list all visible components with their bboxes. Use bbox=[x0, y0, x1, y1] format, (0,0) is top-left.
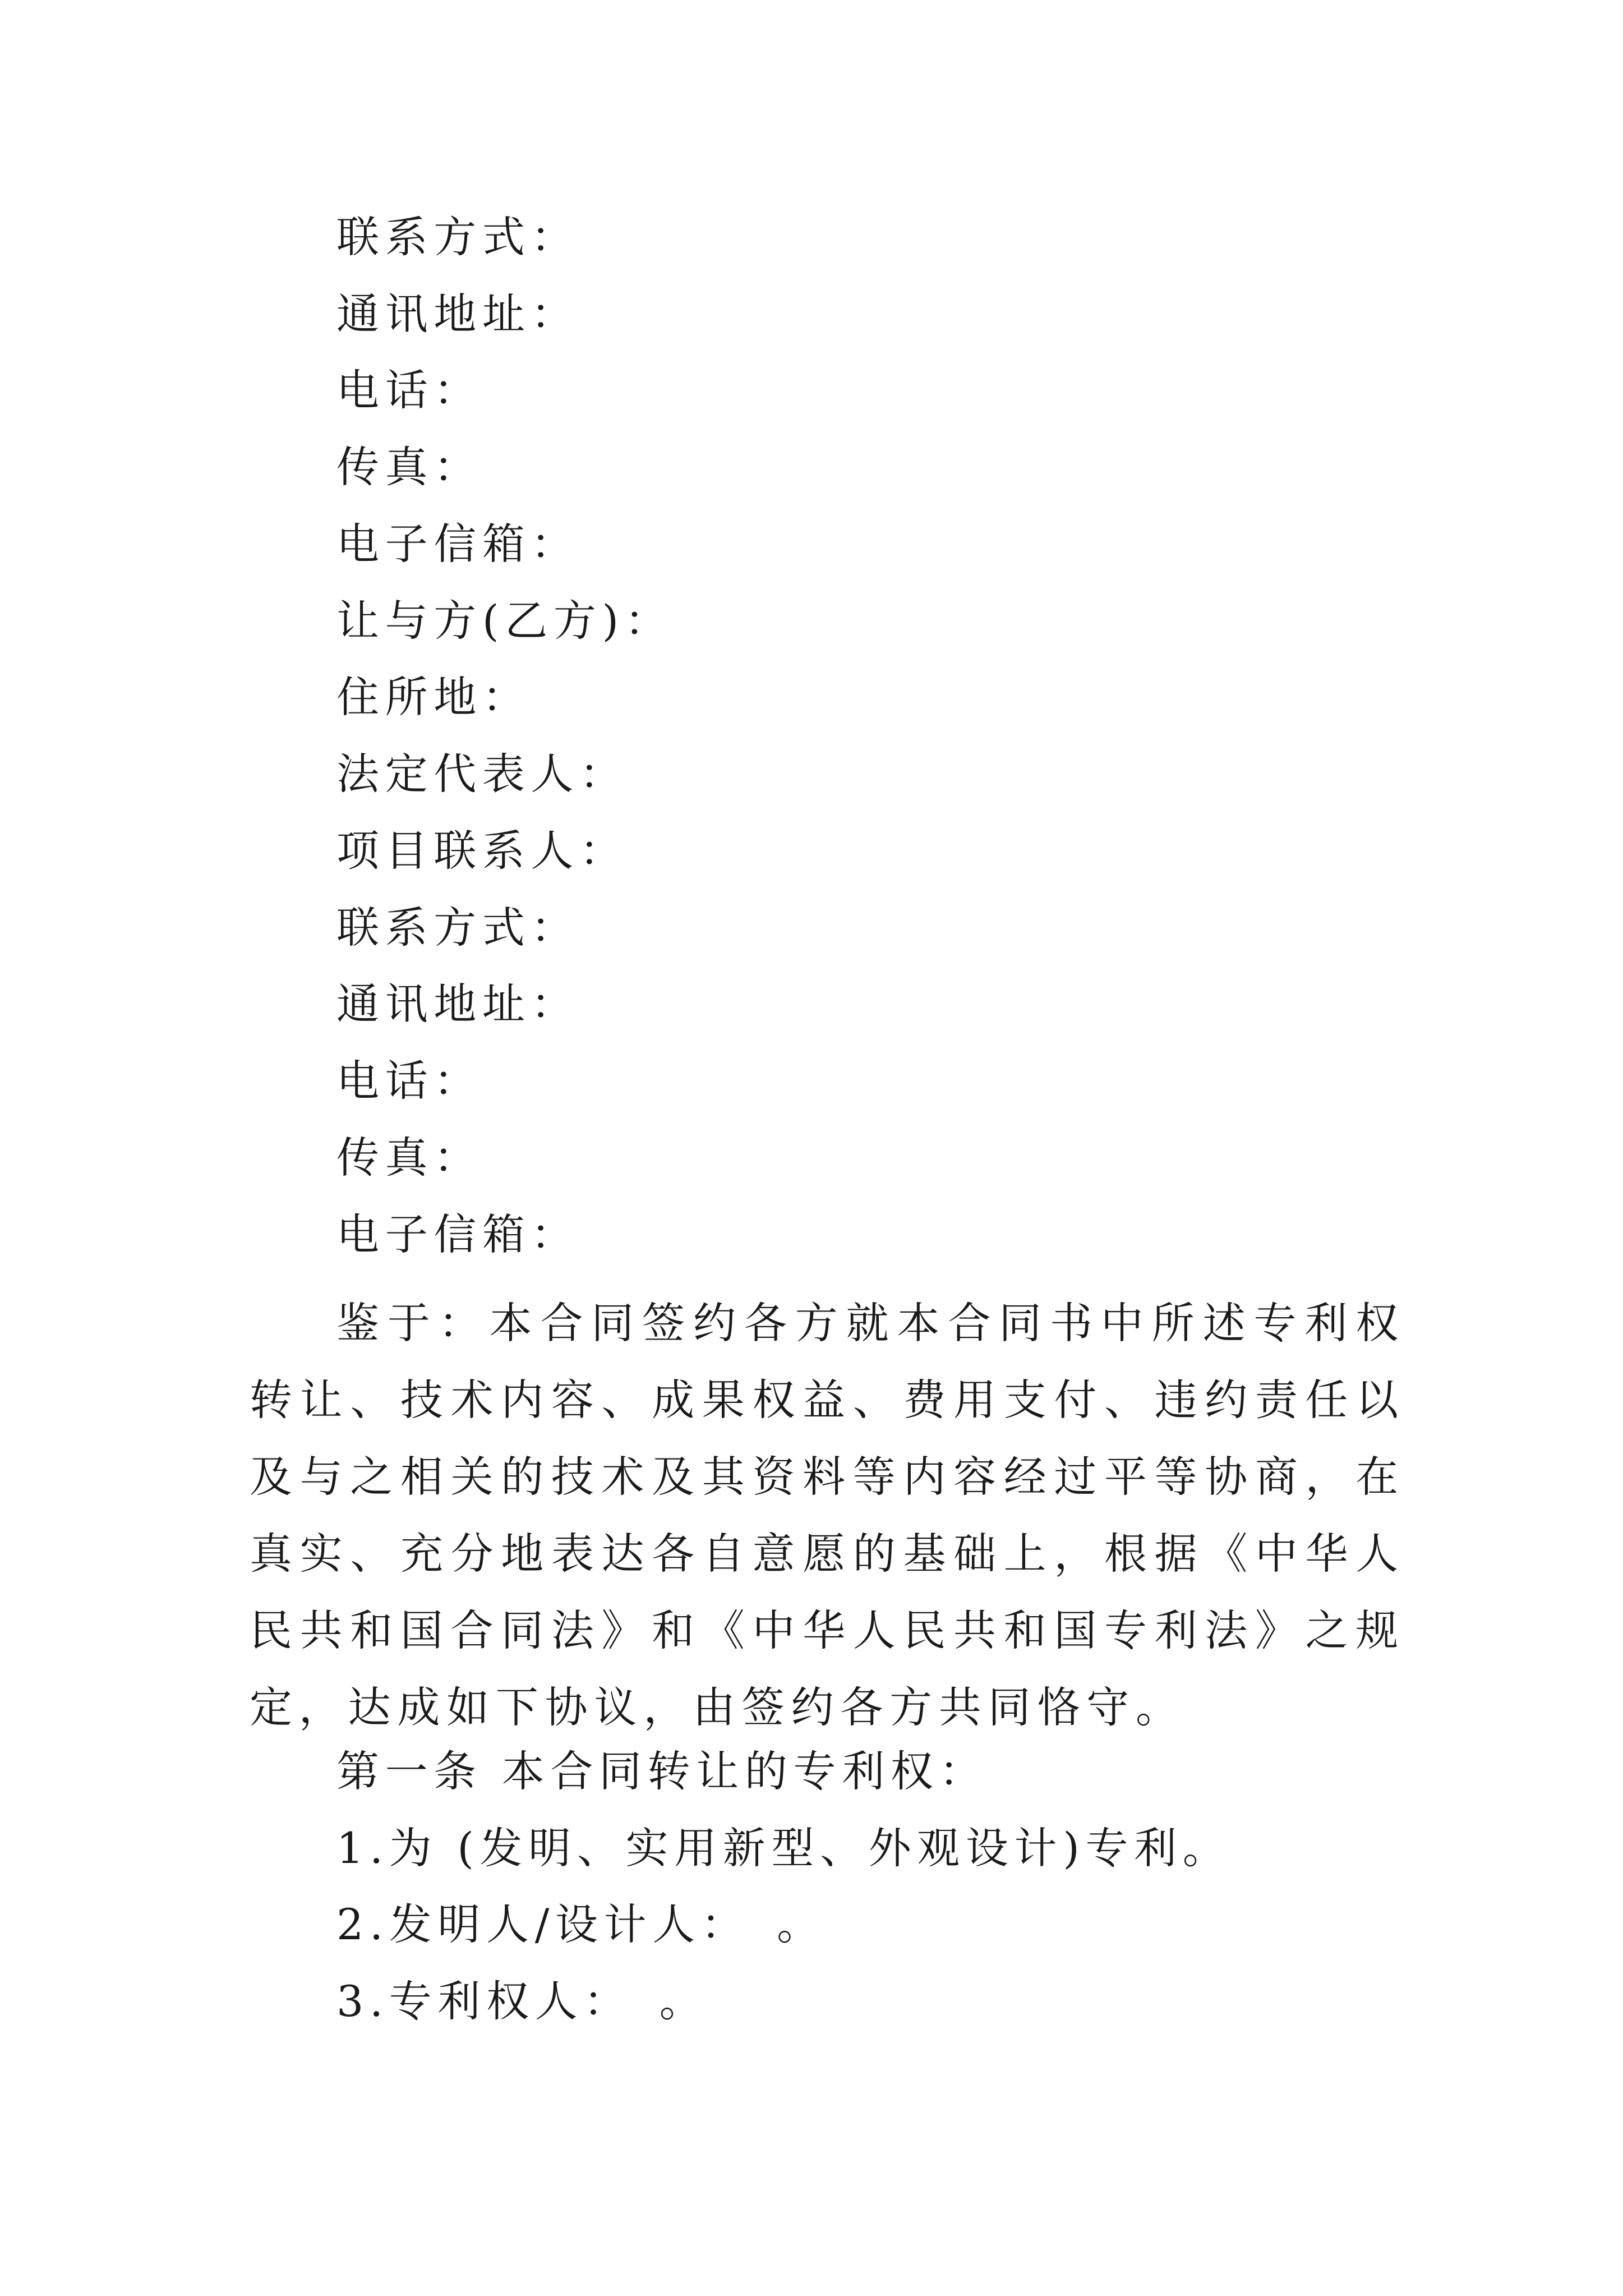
transferor-fax: 传真： bbox=[336, 442, 482, 492]
transferee-heading: 让与方(乙方)： bbox=[336, 596, 674, 646]
transferor-phone: 电话： bbox=[336, 365, 482, 415]
preamble-paragraph: 鉴于：本合同签约各方就本合同书中所述专利权转让、技术内容、成果权益、费用支付、违约责任以及与之相关的技术及其资料等内容经过平等协商，在真实、充分地表达各自意愿的基础上，根据《中华人民共和国合同法》和《中华人民共和国专利法》之规定，达成如下协议，由签约各方共同恪守。 bbox=[250, 1298, 1405, 1732]
transferee-project-contact: 项目联系人： bbox=[336, 826, 628, 876]
transferor-address: 通讯地址： bbox=[336, 289, 580, 339]
article1-item3: 3.专利权人： 。 bbox=[336, 1976, 708, 2026]
article1-item1: 1.为 (发明、实用新型、外观设计)专利。 bbox=[336, 1823, 1232, 1873]
transferee-phone: 电话： bbox=[336, 1056, 482, 1106]
transferee-fax: 传真： bbox=[336, 1133, 482, 1182]
transferee-email: 电子信箱： bbox=[336, 1209, 580, 1259]
article1-item2: 2.发明人/设计人： 。 bbox=[336, 1899, 826, 1949]
transferee-domicile: 住所地： bbox=[336, 672, 531, 722]
transferor-contact-method: 联系方式： bbox=[336, 212, 580, 262]
transferee-legal-rep: 法定代表人： bbox=[336, 749, 628, 799]
transferor-email: 电子信箱： bbox=[336, 519, 580, 569]
transferee-address: 通讯地址： bbox=[336, 979, 580, 1029]
article1-title: 第一条 本合同转让的专利权： bbox=[336, 1746, 988, 1796]
transferee-contact-method: 联系方式： bbox=[336, 903, 580, 953]
